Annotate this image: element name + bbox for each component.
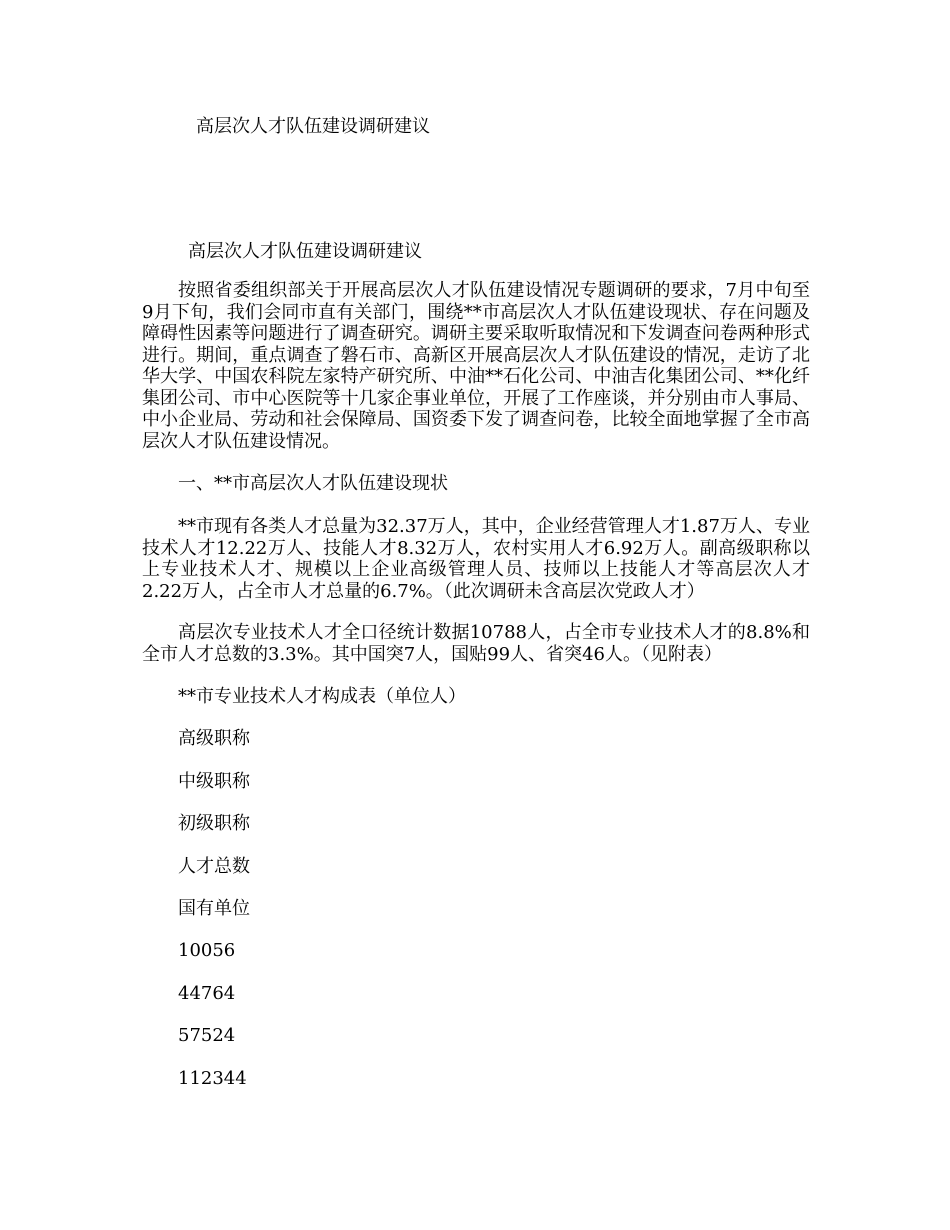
professional-talent-paragraph: 高层次专业技术人才全口径统计数据10788人，占全市专业技术人才的8.8%和全市人才总数的3.3%。其中国突7人，国贴99人、省突46人。（见附表） — [142, 622, 810, 665]
section-heading: 一、**市高层次人才队伍建设现状 — [178, 473, 448, 494]
table-line: 国有单位 — [178, 897, 250, 919]
table-caption: **市专业技术人才构成表（单位人） — [178, 686, 466, 707]
document-title: 高层次人才队伍建设调研建议 — [188, 241, 422, 262]
table-line: 人才总数 — [178, 855, 250, 877]
table-line: 57524 — [178, 1025, 236, 1047]
document-body — [142, 240, 810, 1109]
table-line: 初级职称 — [178, 813, 250, 835]
table-line: 112344 — [178, 1067, 247, 1089]
cover-title: 高层次人才队伍建设调研建议 — [196, 116, 430, 137]
talent-total-paragraph: **市现有各类人才总量为32.37万人，其中，企业经营管理人才1.87万人、专业技术人才12.22万人、技能人才8.32万人，农村实用人才6.92万人。副高级职称以上专业技术人才、规模以上企业高级管理人员、技师以上技能人才等高层次人才2.22万人，占全市人才总量的6.7%。（此次调研未含高层次党政人才） — [142, 516, 810, 602]
table-line: 10056 — [178, 940, 236, 962]
table-line: 44764 — [178, 982, 236, 1004]
table-line: 中级职称 — [178, 770, 250, 792]
intro-paragraph: 按照省委组织部关于开展高层次人才队伍建设情况专题调研的要求，7月中旬至9月下旬，我们会同市直有关部门，围绕**市高层次人才队伍建设现状、存在问题及障碍性因素等问题进行了调查研究。调研主要采取听取情况和下发调查问卷两种形式进行。期间，重点调查了磐石市、高新区开展高层次人才队伍建设的情况，走访了北华大学、中国农科院左家特产研究所、中油**石化公司、中油吉化集团公司、**化纤集团公司、市中心医院等十几家企事业单位，开展了工作座谈，并分别由市人事局、中小企业局、劳动和社会保障局、国资委下发了调查问卷，比较全面地掌握了全市高层次人才队伍建设情况。 — [142, 280, 810, 452]
table-line: 高级职称 — [178, 728, 250, 750]
